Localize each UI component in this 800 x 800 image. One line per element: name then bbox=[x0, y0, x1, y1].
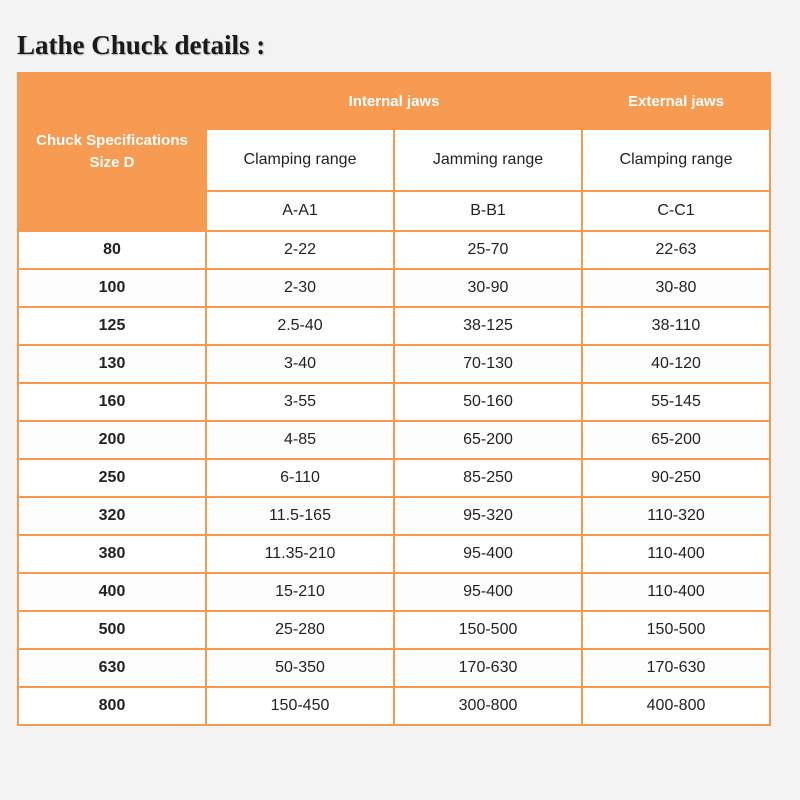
table-row bbox=[18, 535, 770, 573]
chuck-spec-header-line2: Size D bbox=[89, 154, 135, 171]
external-clamping-cell: 40-120 bbox=[582, 345, 770, 383]
internal-clamping-range-header: Clamping range bbox=[206, 129, 394, 191]
external-clamping-cell: 170-630 bbox=[582, 649, 770, 687]
internal-clamping-cell: 15-210 bbox=[206, 573, 394, 611]
external-clamping-range-header: Clamping range bbox=[582, 129, 770, 191]
table-row bbox=[18, 611, 770, 649]
size-cell: 630 bbox=[18, 649, 206, 687]
table-row bbox=[18, 383, 770, 421]
internal-clamping-cell: 6-110 bbox=[206, 459, 394, 497]
internal-jamming-cell: 300-800 bbox=[394, 687, 582, 725]
internal-clamping-cell: 50-350 bbox=[206, 649, 394, 687]
chuck-spec-header-line1: Chuck Specifications bbox=[36, 132, 188, 149]
table-row bbox=[18, 459, 770, 497]
internal-clamping-cell: 2-30 bbox=[206, 269, 394, 307]
table-row bbox=[18, 231, 770, 269]
size-cell: 200 bbox=[18, 421, 206, 459]
external-clamping-cell: 65-200 bbox=[582, 421, 770, 459]
internal-clamping-cell: 11.5-165 bbox=[206, 497, 394, 535]
external-clamping-cell: 150-500 bbox=[582, 611, 770, 649]
internal-clamping-cell: 25-280 bbox=[206, 611, 394, 649]
external-clamping-cell: 90-250 bbox=[582, 459, 770, 497]
internal-clamping-cell: 3-55 bbox=[206, 383, 394, 421]
size-cell: 160 bbox=[18, 383, 206, 421]
table-row bbox=[18, 497, 770, 535]
internal-clamping-cell: 150-450 bbox=[206, 687, 394, 725]
size-cell: 400 bbox=[18, 573, 206, 611]
internal-jamming-cell: 30-90 bbox=[394, 269, 582, 307]
external-jaws-header: External jaws bbox=[582, 73, 770, 129]
internal-jaws-header: Internal jaws bbox=[206, 73, 582, 129]
size-cell: 100 bbox=[18, 269, 206, 307]
internal-jamming-cell: 38-125 bbox=[394, 307, 582, 345]
external-clamping-cell: 110-320 bbox=[582, 497, 770, 535]
size-cell: 320 bbox=[18, 497, 206, 535]
internal-jamming-cell: 85-250 bbox=[394, 459, 582, 497]
table-row bbox=[18, 687, 770, 725]
external-clamping-cell: 38-110 bbox=[582, 307, 770, 345]
table-row bbox=[18, 421, 770, 459]
code-c-c1: C-C1 bbox=[582, 191, 770, 231]
internal-clamping-cell: 2.5-40 bbox=[206, 307, 394, 345]
external-clamping-cell: 110-400 bbox=[582, 535, 770, 573]
chuck-specs-table bbox=[17, 72, 771, 726]
code-a-a1: A-A1 bbox=[206, 191, 394, 231]
internal-jamming-cell: 170-630 bbox=[394, 649, 582, 687]
internal-jamming-cell: 25-70 bbox=[394, 231, 582, 269]
external-clamping-cell: 22-63 bbox=[582, 231, 770, 269]
internal-jamming-cell: 70-130 bbox=[394, 345, 582, 383]
internal-jamming-cell: 95-320 bbox=[394, 497, 582, 535]
internal-jamming-cell: 50-160 bbox=[394, 383, 582, 421]
external-clamping-cell: 55-145 bbox=[582, 383, 770, 421]
internal-clamping-cell: 4-85 bbox=[206, 421, 394, 459]
internal-jamming-cell: 95-400 bbox=[394, 535, 582, 573]
table-body bbox=[18, 231, 770, 725]
table-row bbox=[18, 649, 770, 687]
table-row bbox=[18, 269, 770, 307]
size-cell: 250 bbox=[18, 459, 206, 497]
internal-clamping-cell: 11.35-210 bbox=[206, 535, 394, 573]
size-cell: 130 bbox=[18, 345, 206, 383]
internal-jamming-range-header: Jamming range bbox=[394, 129, 582, 191]
size-cell: 80 bbox=[18, 231, 206, 269]
size-cell: 500 bbox=[18, 611, 206, 649]
table-row bbox=[18, 345, 770, 383]
internal-clamping-cell: 3-40 bbox=[206, 345, 394, 383]
internal-jamming-cell: 65-200 bbox=[394, 421, 582, 459]
size-cell: 800 bbox=[18, 687, 206, 725]
internal-jamming-cell: 95-400 bbox=[394, 573, 582, 611]
page-title: Lathe Chuck details : bbox=[17, 30, 266, 60]
size-cell: 125 bbox=[18, 307, 206, 345]
chuck-spec-header bbox=[18, 73, 206, 231]
size-cell: 380 bbox=[18, 535, 206, 573]
internal-jamming-cell: 150-500 bbox=[394, 611, 582, 649]
table-row bbox=[18, 573, 770, 611]
table-row bbox=[18, 307, 770, 345]
internal-clamping-cell: 2-22 bbox=[206, 231, 394, 269]
code-b-b1: B-B1 bbox=[394, 191, 582, 231]
external-clamping-cell: 110-400 bbox=[582, 573, 770, 611]
external-clamping-cell: 400-800 bbox=[582, 687, 770, 725]
external-clamping-cell: 30-80 bbox=[582, 269, 770, 307]
